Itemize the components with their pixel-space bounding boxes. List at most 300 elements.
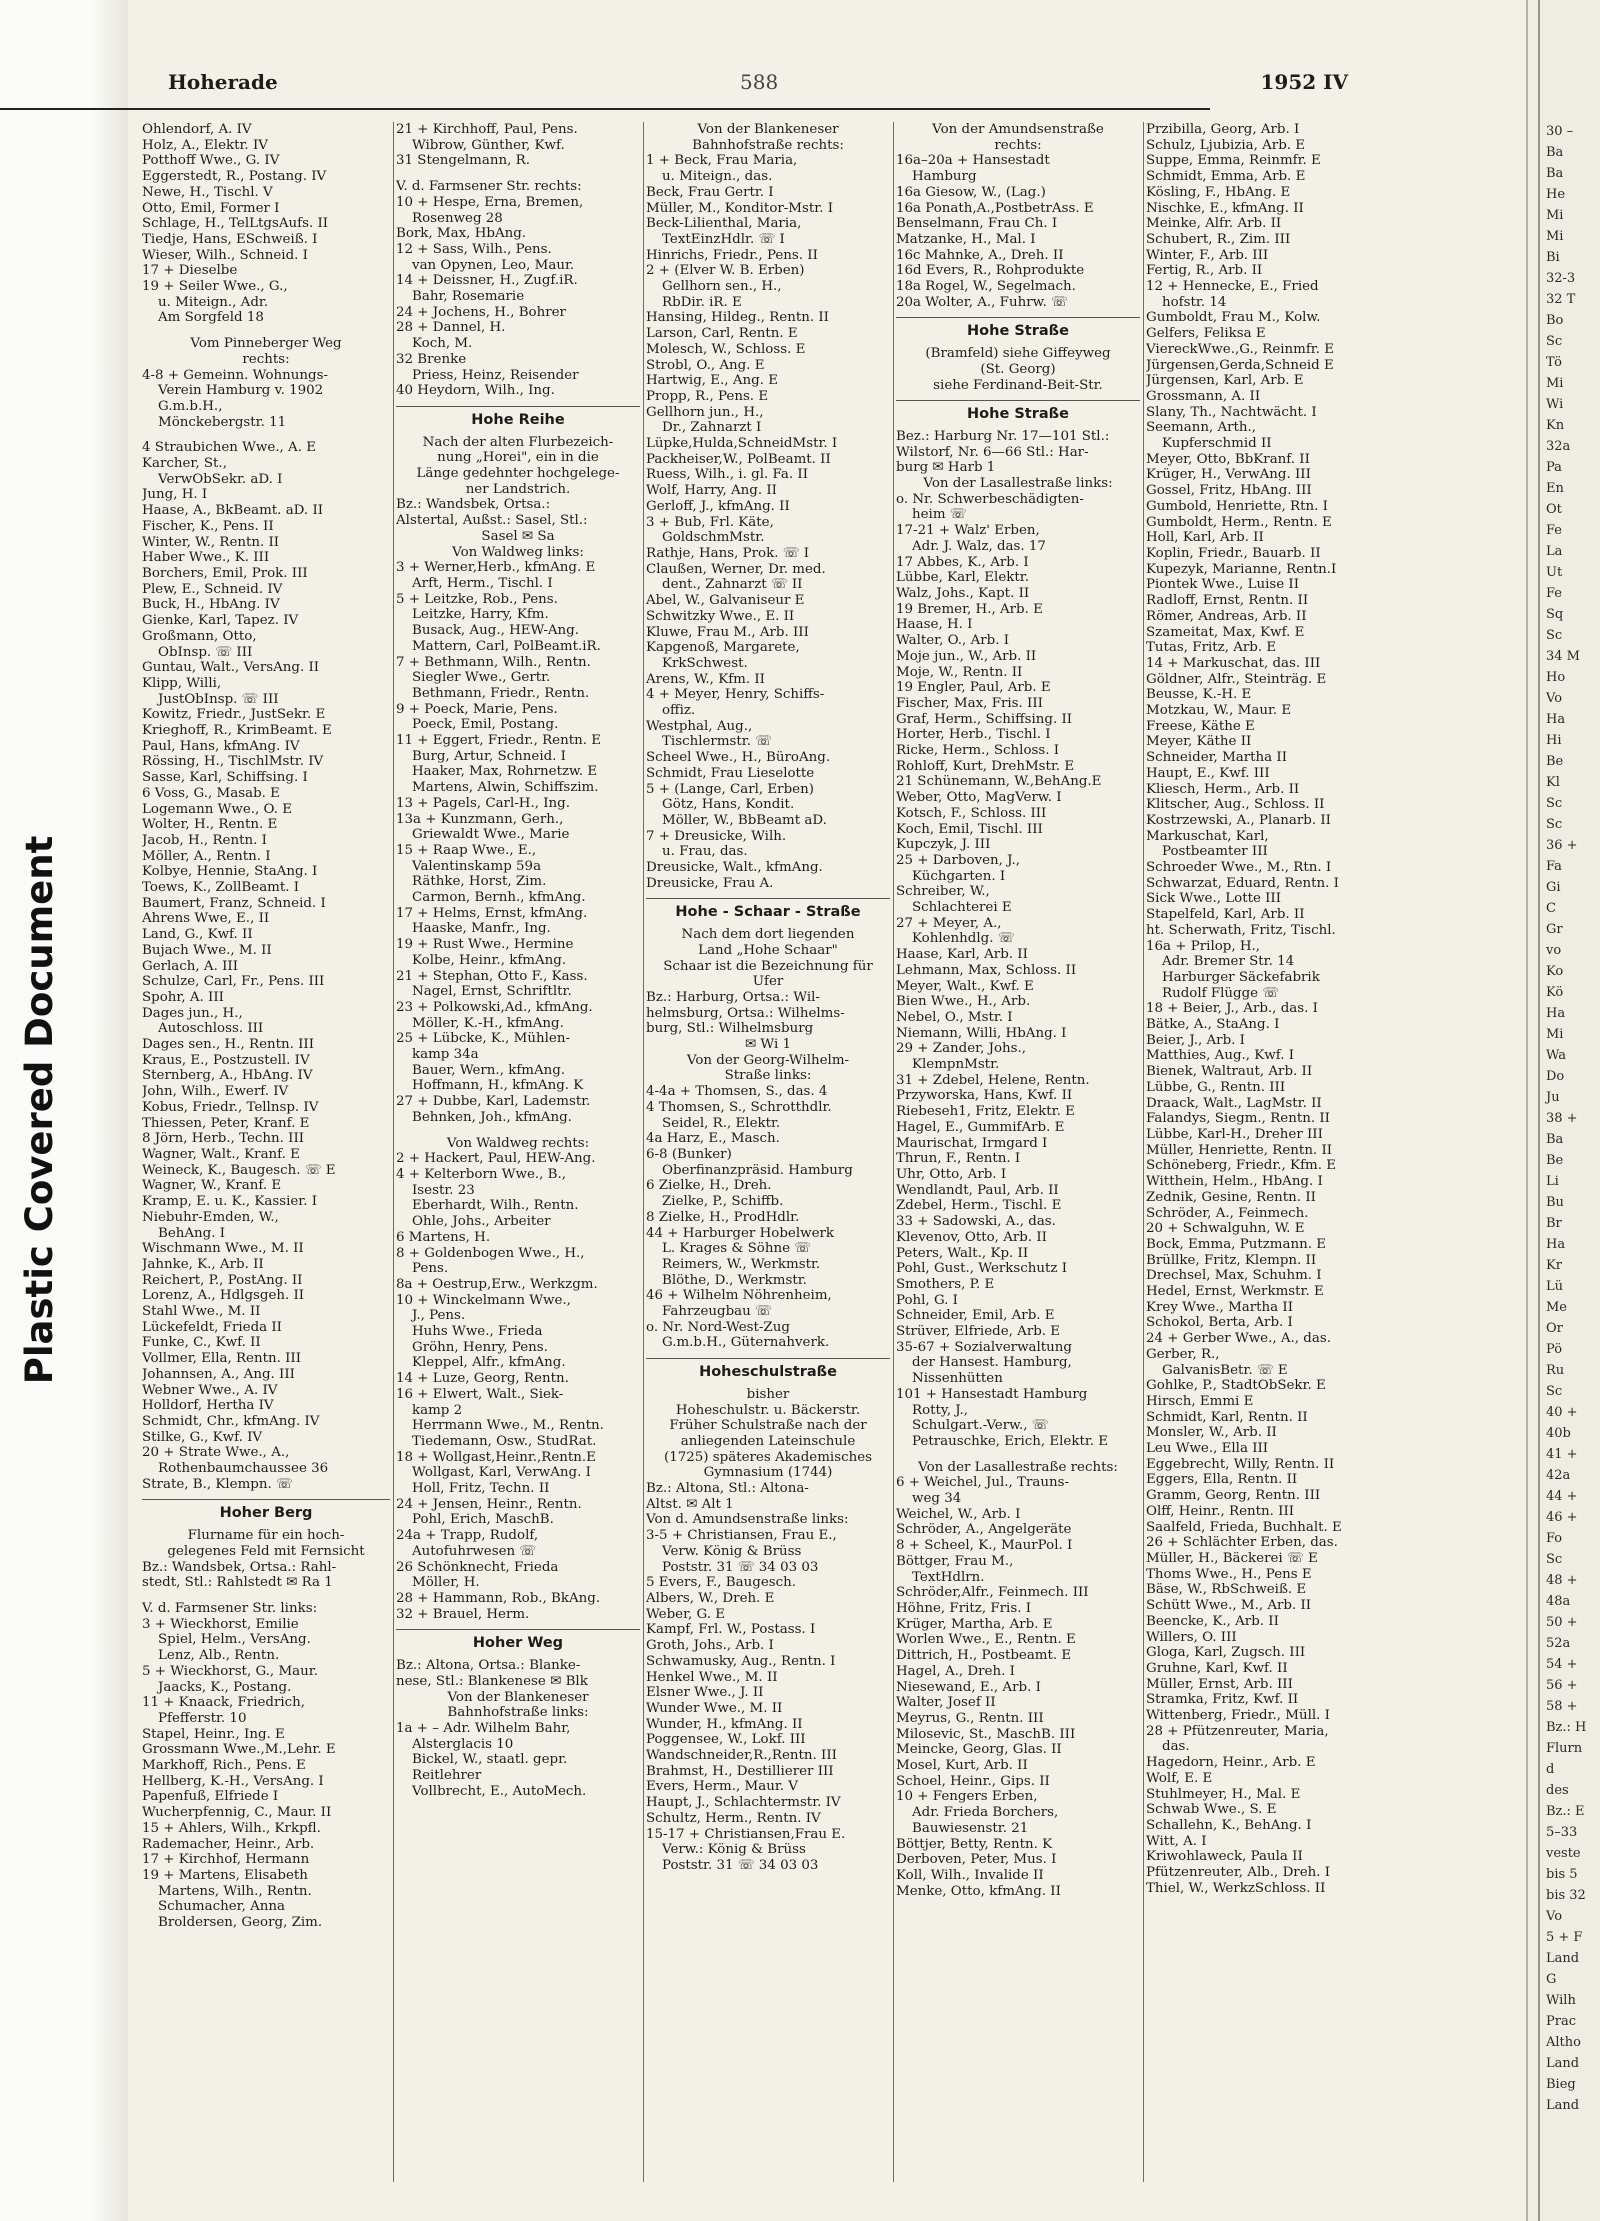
- directory-entry: Holl, Karl, Arb. II: [1146, 530, 1264, 546]
- directory-entry: Baumert, Franz, Schneid. I: [142, 895, 326, 911]
- directory-entry: Lückefeldt, Frieda II: [142, 1319, 282, 1335]
- directory-entry: Vollbrecht, E., AutoMech.: [412, 1783, 587, 1799]
- directory-entry: 9 + Poeck, Marie, Pens.: [396, 701, 558, 717]
- adjacent-page-fragment: Mi: [1546, 1027, 1564, 1042]
- directory-entry: Sasse, Karl, Schiffsing. I: [142, 770, 308, 786]
- adjacent-page-fragment: Land: [1546, 2056, 1580, 2071]
- directory-entry: Jahnke, K., Arb. II: [142, 1256, 264, 1272]
- directory-entry: 4 Thomsen, S., Schrotthdlr.: [646, 1099, 832, 1115]
- directory-entry: Am Sorgfeld 18: [158, 310, 264, 326]
- directory-entry: 35-67 + Sozialverwaltung: [896, 1339, 1072, 1355]
- directory-entry: Rotty, J.,: [912, 1402, 969, 1418]
- adjacent-page-fragment: 5 + F: [1546, 1930, 1583, 1945]
- directory-entry: Fertig, R., Arb. II: [1146, 263, 1263, 279]
- directory-entry: Lübbe, Karl-H., Dreher III: [1146, 1127, 1323, 1142]
- directory-entry: Verw.: König & Brüss: [662, 1842, 806, 1858]
- adjacent-page-fragment: Ko: [1546, 964, 1564, 979]
- directory-entry: Haase, Karl, Arb. II: [896, 947, 1028, 963]
- directory-entry: Schultz, Herm., Rentn. IV: [646, 1810, 821, 1826]
- directory-entry: Gymnasium (1744): [703, 1465, 833, 1481]
- adjacent-page-fragment: Fo: [1546, 1531, 1563, 1546]
- directory-entry: Burg, Artur, Schneid. I: [412, 748, 566, 764]
- directory-entry: Herrmann Wwe., M., Rentn.: [412, 1418, 604, 1434]
- adjacent-page-fragment: 38 +: [1546, 1111, 1578, 1126]
- adjacent-page-fragment: Bieg: [1546, 2077, 1576, 2092]
- directory-entry: Lübbe, G., Rentn. III: [1146, 1079, 1286, 1095]
- directory-entry: Schallehn, K., BehAng. I: [1146, 1817, 1312, 1833]
- directory-entry: weg 34: [912, 1491, 962, 1507]
- adjacent-page-fragment: Sc: [1546, 628, 1563, 643]
- adjacent-page-fragment: 48a: [1546, 1594, 1571, 1609]
- adjacent-page-fragment: 56 +: [1546, 1678, 1578, 1693]
- directory-entry: Bez.: Harburg Nr. 17—101 Stl.:: [896, 428, 1110, 444]
- directory-entry: Holl, Fritz, Techn. II: [412, 1481, 550, 1497]
- adjacent-page-fragment: Ha: [1546, 712, 1566, 727]
- adjacent-page-fragment: G: [1546, 1972, 1557, 1987]
- directory-entry: Guntau, Walt., VersAng. II: [142, 660, 320, 676]
- directory-entry: Götz, Hans, Kondit.: [662, 797, 795, 813]
- directory-entry: Möller, K.-H., kfmAng.: [412, 1015, 564, 1031]
- directory-entry: u. Miteign., das.: [662, 169, 773, 185]
- directory-entry: Smothers, P. E: [896, 1276, 995, 1292]
- directory-entry: Meyer, Käthe II: [1146, 734, 1252, 750]
- directory-entry: Bahnhofstraße links:: [447, 1705, 589, 1721]
- directory-entry: Otto, Emil, Former I: [142, 200, 280, 216]
- directory-entry: Walter, Josef II: [896, 1695, 996, 1711]
- directory-entry: Haupt, E., Kwf. III: [1146, 765, 1270, 781]
- directory-entry: 5 + Wieckhorst, G., Maur.: [142, 1663, 318, 1679]
- directory-entry: Kolbye, Hennie, StaAng. I: [142, 864, 318, 880]
- directory-entry: Adr. Bremer Str. 14: [1162, 954, 1295, 970]
- directory-entry: 5 Evers, F., Baugesch.: [646, 1575, 796, 1591]
- directory-entry: Thiel, W., WerkzSchloss. II: [1146, 1880, 1326, 1896]
- directory-entry: Von Waldweg links:: [452, 544, 584, 560]
- adjacent-page-fragment: C: [1546, 901, 1556, 916]
- directory-entry: Witt, A. I: [1146, 1833, 1207, 1849]
- directory-entry: Westphal, Aug.,: [646, 718, 753, 734]
- directory-entry: Hagel, A., Dreh. I: [896, 1663, 1015, 1679]
- directory-entry: Seemann, Arth.,: [1146, 420, 1257, 436]
- directory-entry: Kostrzewski, A., Planarb. II: [1146, 812, 1331, 828]
- directory-entry: Ruess, Wilh., i. gl. Fa. II: [646, 467, 808, 483]
- directory-entry: Larson, Carl, Rentn. E: [646, 326, 798, 342]
- directory-entry: Willers, O. III: [1146, 1629, 1237, 1645]
- directory-entry: burg, Stl.: Wilhelmsburg: [646, 1021, 814, 1037]
- directory-entry: Maurischat, Irmgard I: [896, 1135, 1048, 1151]
- adjacent-page-fragment: Mi: [1546, 229, 1564, 244]
- directory-entry: Ohlendorf, A. IV: [142, 122, 252, 137]
- directory-entry: kamp 2: [412, 1402, 463, 1418]
- adjacent-page-fragment: Ba: [1546, 166, 1564, 181]
- directory-entry: Bahr, Rosemarie: [412, 289, 525, 305]
- directory-entry: Schwitzky Wwe., E. II: [646, 608, 795, 624]
- directory-entry: 12 + Hennecke, E., Fried: [1146, 279, 1319, 295]
- directory-entry: Huhs Wwe., Frieda: [412, 1324, 543, 1340]
- directory-entry: Broldersen, Georg, Zim.: [158, 1915, 323, 1931]
- adjacent-page-fragment: Kr: [1546, 1258, 1562, 1273]
- directory-entry: Newe, H., Tischl. V: [142, 184, 273, 200]
- adjacent-page-fragment: Or: [1546, 1321, 1563, 1336]
- adjacent-page-fragment: He: [1546, 187, 1566, 202]
- directory-entry: 19 Engler, Paul, Arb. E: [896, 680, 1051, 696]
- spacer: [142, 326, 390, 336]
- directory-entry: Plew, E., Schneid. IV: [142, 581, 283, 597]
- directory-entry: Bickel, W., staatl. gepr.: [412, 1752, 568, 1768]
- adjacent-page-fragment: 44 +: [1546, 1489, 1578, 1504]
- directory-entry: Stuhlmeyer, H., Mal. E: [1146, 1786, 1301, 1802]
- directory-entry: Brahmst, H., Destillierer III: [646, 1763, 834, 1779]
- directory-entry: Hagel, E., GummifArb. E: [896, 1119, 1065, 1135]
- directory-entry: Borchers, Emil, Prok. III: [142, 565, 308, 581]
- directory-entry: Nach der alten Flurbezeich-: [422, 434, 614, 450]
- directory-entry: Möller, W., BbBeamt aD.: [662, 812, 827, 828]
- directory-entry: 21 Schünemann, W.,BehAng.E: [896, 774, 1102, 790]
- directory-entry: Moje jun., W., Arb. II: [896, 648, 1037, 664]
- directory-entry: Kampf, Frl. W., Postass. I: [646, 1622, 816, 1638]
- directory-entry: Schulze, Carl, Fr., Pens. III: [142, 974, 325, 990]
- directory-entry: Rademacher, Heinr., Arb.: [142, 1836, 315, 1852]
- directory-entry: Behnken, Joh., kfmAng.: [412, 1109, 572, 1125]
- directory-entry: 19 + Rust Wwe., Hermine: [396, 937, 574, 953]
- directory-entry: Schöneberg, Friedr., Kfm. E: [1146, 1158, 1337, 1174]
- adjacent-page-fragment: Wa: [1546, 1048, 1566, 1063]
- directory-entry: Gohlke, P., StadtObSekr. E: [1146, 1378, 1326, 1394]
- directory-entry: Fahrzeugbau ☏: [662, 1304, 772, 1320]
- directory-entry: Ricke, Herm., Schloss. I: [896, 743, 1060, 759]
- adjacent-page-fragment: Do: [1546, 1069, 1565, 1084]
- directory-entry: Szameitat, Max, Kwf. E: [1146, 624, 1305, 640]
- page-number: 588: [740, 70, 779, 94]
- directory-entry: Pohl, Erich, MaschB.: [412, 1512, 554, 1528]
- directory-entry: Piontek Wwe., Luise II: [1146, 577, 1300, 593]
- directory-entry: Beusse, K.-H. E: [1146, 687, 1252, 703]
- directory-entry: 4 + Kelterborn Wwe., B.,: [396, 1167, 566, 1182]
- adjacent-page-fragment: Fe: [1546, 523, 1563, 538]
- directory-entry: Rudolf Flügge ☏: [1162, 985, 1280, 1001]
- directory-entry: 5 + Leitzke, Rob., Pens.: [396, 591, 558, 607]
- adjacent-page-fragment: Pa: [1546, 460, 1562, 475]
- directory-entry: Arft, Herm., Tischl. I: [412, 575, 553, 591]
- directory-entry: Saalfeld, Frieda, Buchhalt. E: [1146, 1519, 1342, 1535]
- directory-entry: o. Nr. Schwerbeschädigten-: [896, 491, 1084, 507]
- directory-entry: Mönckebergstr. 11: [158, 414, 287, 430]
- street-heading: Hoher Weg: [396, 1629, 640, 1652]
- directory-entry: Gröhn, Henry, Pens.: [412, 1339, 548, 1355]
- directory-entry: 44 + Harburger Hobelwerk: [646, 1225, 835, 1241]
- adjacent-page-fragment: Bo: [1546, 313, 1564, 328]
- adjacent-page-fragment: Be: [1546, 754, 1564, 769]
- directory-entry: Kleppel, Alfr., kfmAng.: [412, 1355, 566, 1371]
- street-heading: Hohe Straße: [896, 317, 1140, 340]
- adjacent-page-fragment: 50 +: [1546, 1615, 1578, 1630]
- directory-entry: Tiedje, Hans, ESchweiß. I: [142, 231, 318, 247]
- adjacent-page-fragment: Tö: [1546, 355, 1562, 370]
- directory-entry: Rothenbaumchaussee 36: [158, 1461, 329, 1477]
- directory-entry: Weineck, K., Baugesch. ☏ E: [142, 1162, 336, 1178]
- directory-entry: Von der Amundsenstraße: [932, 122, 1104, 137]
- directory-entry: Schmidt, Emma, Arb. E: [1146, 169, 1306, 185]
- directory-entry: Vom Pinneberger Weg: [190, 336, 342, 352]
- directory-entry: Kapgenoß, Margarete,: [646, 640, 800, 656]
- directory-entry: rechts:: [994, 137, 1042, 153]
- adjacent-page-fragment: bis 5: [1546, 1867, 1578, 1882]
- directory-entry: Schwarzat, Eduard, Rentn. I: [1146, 875, 1339, 891]
- directory-entry: Kupferschmid II: [1162, 436, 1272, 452]
- directory-entry: 24a + Trapp, Rudolf,: [396, 1528, 539, 1544]
- directory-entry: G.m.b.H., Güternahverk.: [662, 1335, 830, 1351]
- directory-entry: Hellberg, K.-H., VersAng. I: [142, 1773, 324, 1789]
- directory-entry: Jürgensen, Karl, Arb. E: [1146, 373, 1304, 389]
- directory-entry: Gellhorn sen., H.,: [662, 279, 782, 295]
- directory-entry: 16d Evers, R., Rohprodukte: [896, 263, 1085, 279]
- directory-entry: Hartwig, E., Ang. E: [646, 373, 778, 389]
- directory-entry: Przyworska, Hans, Kwf. II: [896, 1088, 1073, 1104]
- directory-entry: Kliesch, Herm., Arb. II: [1146, 781, 1300, 797]
- directory-entry: 5 + (Lange, Carl, Erben): [646, 781, 814, 797]
- directory-entry: Beier, J., Arb. I: [1146, 1032, 1245, 1048]
- directory-entry: Gienke, Karl, Tapez. IV: [142, 613, 299, 629]
- directory-entry: Markuschat, Karl,: [1146, 828, 1269, 844]
- directory-entry: Schulz, Ljubizia, Arb. E: [1146, 137, 1306, 153]
- street-heading: Hoher Berg: [142, 1499, 390, 1522]
- directory-entry: Klipp, Willi,: [142, 675, 222, 691]
- directory-entry: Thrun, F., Rentn. I: [896, 1151, 1021, 1167]
- directory-entry: 24 + Jensen, Heinr., Rentn.: [396, 1496, 582, 1512]
- directory-entry: Müller, M., Konditor-Mstr. I: [646, 200, 833, 216]
- directory-entry: Vollmer, Ella, Rentn. III: [142, 1351, 301, 1367]
- adjacent-page-fragment: Bz.: H: [1546, 1720, 1587, 1735]
- adjacent-page-fragment: 48 +: [1546, 1573, 1578, 1588]
- directory-entry: Haase, H. I: [896, 617, 973, 633]
- directory-entry: 4-4a + Thomsen, S., das. 4: [646, 1084, 828, 1100]
- adjacent-page-fragment: Land: [1546, 1951, 1580, 1966]
- directory-entry: hofstr. 14: [1162, 294, 1227, 310]
- directory-entry: Schaar ist die Bezeichnung für: [663, 958, 873, 974]
- directory-entry: Haaker, Max, Rohrnetzw. E: [412, 764, 598, 780]
- directory-entry: der Hansest. Hamburg,: [912, 1355, 1072, 1371]
- directory-entry: V. d. Farmsener Str. links:: [142, 1600, 318, 1616]
- adjacent-page-fragment: Fa: [1546, 859, 1562, 874]
- directory-entry: Blöthe, D., Werkmstr.: [662, 1272, 807, 1288]
- directory-entry: Sasel ✉ Sa: [481, 528, 555, 544]
- directory-entry: Meyrus, G., Rentn. III: [896, 1710, 1044, 1726]
- directory-entry: 17 + Kirchhof, Hermann: [142, 1852, 310, 1868]
- directory-entry: 7 + Dreusicke, Wilh.: [646, 828, 787, 844]
- directory-entry: Weber, Otto, MagVerw. I: [896, 790, 1062, 806]
- adjacent-page-fragment: Pö: [1546, 1342, 1563, 1357]
- directory-entry: Rössing, H., TischlMstr. IV: [142, 754, 324, 770]
- directory-entry: 28 + Pfützenreuter, Maria,: [1146, 1723, 1329, 1739]
- directory-entry: Fischer, K., Pens. II: [142, 518, 274, 534]
- adjacent-page-fragment: 34 M: [1546, 649, 1580, 664]
- adjacent-page-fragment: Mi: [1546, 208, 1564, 223]
- directory-entry: 16a Giesow, W., (Lag.): [896, 184, 1046, 200]
- directory-entry: Wolf, Harry, Ang. II: [646, 483, 777, 499]
- directory-entry: Wilstorf, Nr. 6—66 Stl.: Har-: [896, 444, 1089, 460]
- adjacent-page-fragment: Kö: [1546, 985, 1564, 1000]
- directory-entry: 29 + Zander, Johs.,: [896, 1041, 1027, 1057]
- directory-entry: Karcher, St.,: [142, 456, 227, 472]
- directory-entry: Niemann, Willi, HbAng. I: [896, 1025, 1067, 1041]
- directory-entry: Autofuhrwesen ☏: [412, 1543, 537, 1559]
- spacer: [142, 1591, 390, 1601]
- directory-entry: Wischmann Wwe., M. II: [142, 1241, 304, 1257]
- directory-entry: Strate, B., Klempn. ☏: [142, 1476, 293, 1492]
- directory-entry: Groth, Johs., Arb. I: [646, 1638, 774, 1654]
- adjacent-page-fragment: 36 +: [1546, 838, 1578, 853]
- directory-entry: Tiedemann, Osw., StudRat.: [412, 1433, 597, 1449]
- directory-entry: Koch, Emil, Tischl. III: [896, 821, 1043, 837]
- directory-entry: Gumboldt, Herm., Rentn. E: [1146, 514, 1332, 530]
- adjacent-page-fragment: Sc: [1546, 1552, 1563, 1567]
- directory-entry: Schlachterei E: [912, 900, 1012, 916]
- directory-entry: Kobus, Friedr., Tellnsp. IV: [142, 1099, 319, 1115]
- directory-entry: Przibilla, Georg, Arb. I: [1146, 122, 1300, 137]
- directory-entry: Göldner, Alfr., Steinträg. E: [1146, 671, 1327, 687]
- directory-entry: 6-8 (Bunker): [646, 1147, 732, 1162]
- directory-entry: Kohlenhdlg. ☏: [912, 931, 1015, 947]
- directory-entry: Müller, Ernst, Arb. III: [1146, 1676, 1293, 1692]
- adjacent-page-fragment: Flurn: [1546, 1741, 1583, 1756]
- directory-entry: Packheiser,W., PolBeamt. II: [646, 451, 831, 467]
- adjacent-page-fragment: 42a: [1546, 1468, 1571, 1483]
- directory-entry: Beencke, K., Arb. II: [1146, 1613, 1279, 1629]
- directory-entry: Wolf, E. E: [1146, 1770, 1213, 1786]
- directory-entry: J., Pens.: [412, 1308, 466, 1324]
- adjacent-page-fragment: Kl: [1546, 775, 1560, 790]
- directory-entry: Witthein, Helm., HbAng. I: [1146, 1174, 1323, 1190]
- directory-entry: 18 + Beier, J., Arb., das. I: [1146, 1001, 1318, 1017]
- directory-entry: 25 + Lübcke, K., Mühlen-: [396, 1031, 570, 1047]
- directory-entry: 15 + Raap Wwe., E.,: [396, 842, 537, 858]
- adjacent-page-fragment: Ha: [1546, 1237, 1566, 1252]
- directory-entry: Kriwohlaweck, Paula II: [1146, 1849, 1303, 1865]
- directory-entry: Gelfers, Feliksa E: [1146, 326, 1266, 342]
- directory-entry: Krey Wwe., Martha II: [1146, 1299, 1293, 1315]
- directory-entry: Böttjer, Betty, Rentn. K: [896, 1836, 1053, 1852]
- street-heading: Hohe Reihe: [396, 406, 640, 429]
- adjacent-page-fragment: Wilh: [1546, 1993, 1576, 2008]
- directory-entry: Thiessen, Peter, Kranf. E: [142, 1115, 310, 1131]
- directory-entry: Strobl, O., Ang. E: [646, 357, 765, 373]
- adjacent-page-fragment: Altho: [1546, 2035, 1581, 2050]
- directory-entry: Adr. Frieda Borchers,: [912, 1805, 1059, 1821]
- header-street-name: Hoherade: [168, 70, 278, 94]
- directory-entry: 4 + Meyer, Henry, Schiffs-: [646, 687, 825, 703]
- directory-entry: rechts:: [242, 351, 290, 367]
- adjacent-page-fragment: 46 +: [1546, 1510, 1578, 1525]
- directory-entry: 20 + Strate Wwe., A.,: [142, 1445, 290, 1461]
- adjacent-page-fragment: Mi: [1546, 376, 1564, 391]
- directory-entry: Martens, Alwin, Schiffszim.: [412, 780, 599, 796]
- directory-entry: 17 + Helms, Ernst, kfmAng.: [396, 905, 588, 921]
- directory-entry: Milosevic, St., MaschB. III: [896, 1726, 1076, 1742]
- directory-entry: Meyer, Walt., Kwf. E: [896, 978, 1034, 994]
- directory-entry: 1 + Beck, Frau Maria,: [646, 153, 798, 169]
- adjacent-page-fragment: 41 +: [1546, 1447, 1578, 1462]
- directory-entry: Stapel, Heinr., Ing. E: [142, 1726, 285, 1742]
- directory-entry: Matzanke, H., Mal. I: [896, 231, 1036, 247]
- adjacent-page-fragment: Sc: [1546, 1384, 1563, 1399]
- street-heading: Hohe Straße: [896, 400, 1140, 423]
- directory-entry: Logemann Wwe., O. E: [142, 801, 293, 817]
- directory-entry: TextEinzHdlr. ☏ I: [662, 231, 785, 247]
- directory-entry: Schröder, A., Angelgeräte: [896, 1522, 1072, 1538]
- directory-entry: Schmidt, Chr., kfmAng. IV: [142, 1413, 320, 1429]
- directory-entry: Isestr. 23: [412, 1182, 475, 1198]
- column-1: [142, 122, 390, 2202]
- directory-entry: Grossmann, A. II: [1146, 388, 1261, 404]
- column-divider: [893, 122, 894, 2182]
- directory-entry: Arens, W., Kfm. II: [646, 671, 765, 687]
- directory-entry: Weber, G. E: [646, 1606, 726, 1622]
- directory-entry: 8 Jörn, Herb., Techn. III: [142, 1131, 305, 1147]
- directory-entry: L. Krages & Söhne ☏: [662, 1241, 812, 1257]
- directory-entry: Winter, W., Rentn. II: [142, 534, 280, 550]
- street-heading: Hohe - Schaar - Straße: [646, 898, 890, 921]
- directory-entry: Propp, R., Pens. E: [646, 388, 769, 404]
- directory-entry: Fischer, Max, Fris. III: [896, 695, 1043, 711]
- directory-entry: Elsner Wwe., J. II: [646, 1685, 764, 1701]
- directory-entry: TextHdlrn.: [912, 1569, 985, 1585]
- directory-entry: VerwObSekr. aD. I: [158, 471, 283, 487]
- directory-entry: Pfefferstr. 10: [158, 1710, 247, 1726]
- directory-entry: kamp 34a: [412, 1047, 479, 1063]
- directory-entry: Worlen Wwe., E., Rentn. E: [896, 1632, 1076, 1648]
- directory-entry: Poststr. 31 ☏ 34 03 03: [662, 1559, 819, 1575]
- header-rule: [0, 108, 1210, 110]
- directory-entry: Bauwiesenstr. 21: [912, 1820, 1029, 1836]
- directory-entry: 3 + Wieckhorst, Emilie: [142, 1616, 299, 1632]
- directory-entry: Uhr, Otto, Arb. I: [896, 1167, 1007, 1182]
- directory-entry: Kraus, E., Postzustell. IV: [142, 1052, 310, 1068]
- column-2: [396, 122, 640, 2202]
- adjacent-page-fragment: 30 –: [1546, 124, 1574, 139]
- adjacent-page-fragment: 40 +: [1546, 1405, 1578, 1420]
- directory-entry: Molesch, W., Schloss. E: [646, 341, 806, 357]
- plastic-covered-label: Plastic Covered Document: [18, 835, 61, 1385]
- adjacent-page-fragment: des: [1546, 1783, 1569, 1798]
- directory-entry: Länge gedehnter hochgelege-: [416, 466, 620, 482]
- directory-entry: 8 + Goldenbogen Wwe., H.,: [396, 1245, 585, 1261]
- directory-entry: Klitscher, Aug., Schloss. II: [1146, 797, 1325, 813]
- directory-entry: 15 + Ahlers, Wilh., Krkpfl.: [142, 1820, 321, 1836]
- directory-entry: Rosenweg 28: [412, 210, 503, 226]
- directory-entry: Eggers, Ella, Rentn. II: [1146, 1472, 1298, 1488]
- directory-entry: Schütt Wwe., M., Arb. II: [1146, 1598, 1312, 1614]
- directory-entry: Schlage, H., TelLtgsAufs. II: [142, 216, 329, 232]
- directory-entry: BehAng. I: [158, 1225, 226, 1241]
- directory-entry: 6 Voss, G., Masab. E: [142, 785, 280, 801]
- adjacent-page-fragment: Me: [1546, 1300, 1568, 1315]
- directory-entry: Spohr, A. III: [142, 989, 224, 1005]
- directory-entry: Wucherpfennig, C., Maur. II: [142, 1805, 332, 1821]
- directory-entry: Küchgarten. I: [912, 868, 1006, 884]
- adjacent-page-fragment: Sc: [1546, 817, 1563, 832]
- directory-entry: Leu Wwe., Ella III: [1146, 1441, 1269, 1457]
- directory-entry: 33 + Sadowski, A., das.: [896, 1214, 1056, 1230]
- directory-entry: Bethmann, Friedr., Rentn.: [412, 685, 590, 701]
- directory-entry: 14 + Deissner, H., Zugf.iR.: [396, 273, 578, 289]
- adjacent-page-fragment: Sq: [1546, 607, 1564, 622]
- directory-entry: Schubert, R., Zim. III: [1146, 231, 1291, 247]
- directory-entry: Gerloff, J., kfmAng. II: [646, 498, 790, 514]
- directory-entry: 10 + Fengers Erben,: [896, 1789, 1038, 1805]
- directory-entry: Nagel, Ernst, Schriftltr.: [412, 984, 572, 1000]
- directory-entry: 11 + Eggert, Friedr., Rentn. E: [396, 733, 602, 749]
- directory-entry: Hoheschulstr. u. Bäckerstr.: [675, 1402, 861, 1418]
- directory-entry: Carmon, Bernh., kfmAng.: [412, 890, 586, 906]
